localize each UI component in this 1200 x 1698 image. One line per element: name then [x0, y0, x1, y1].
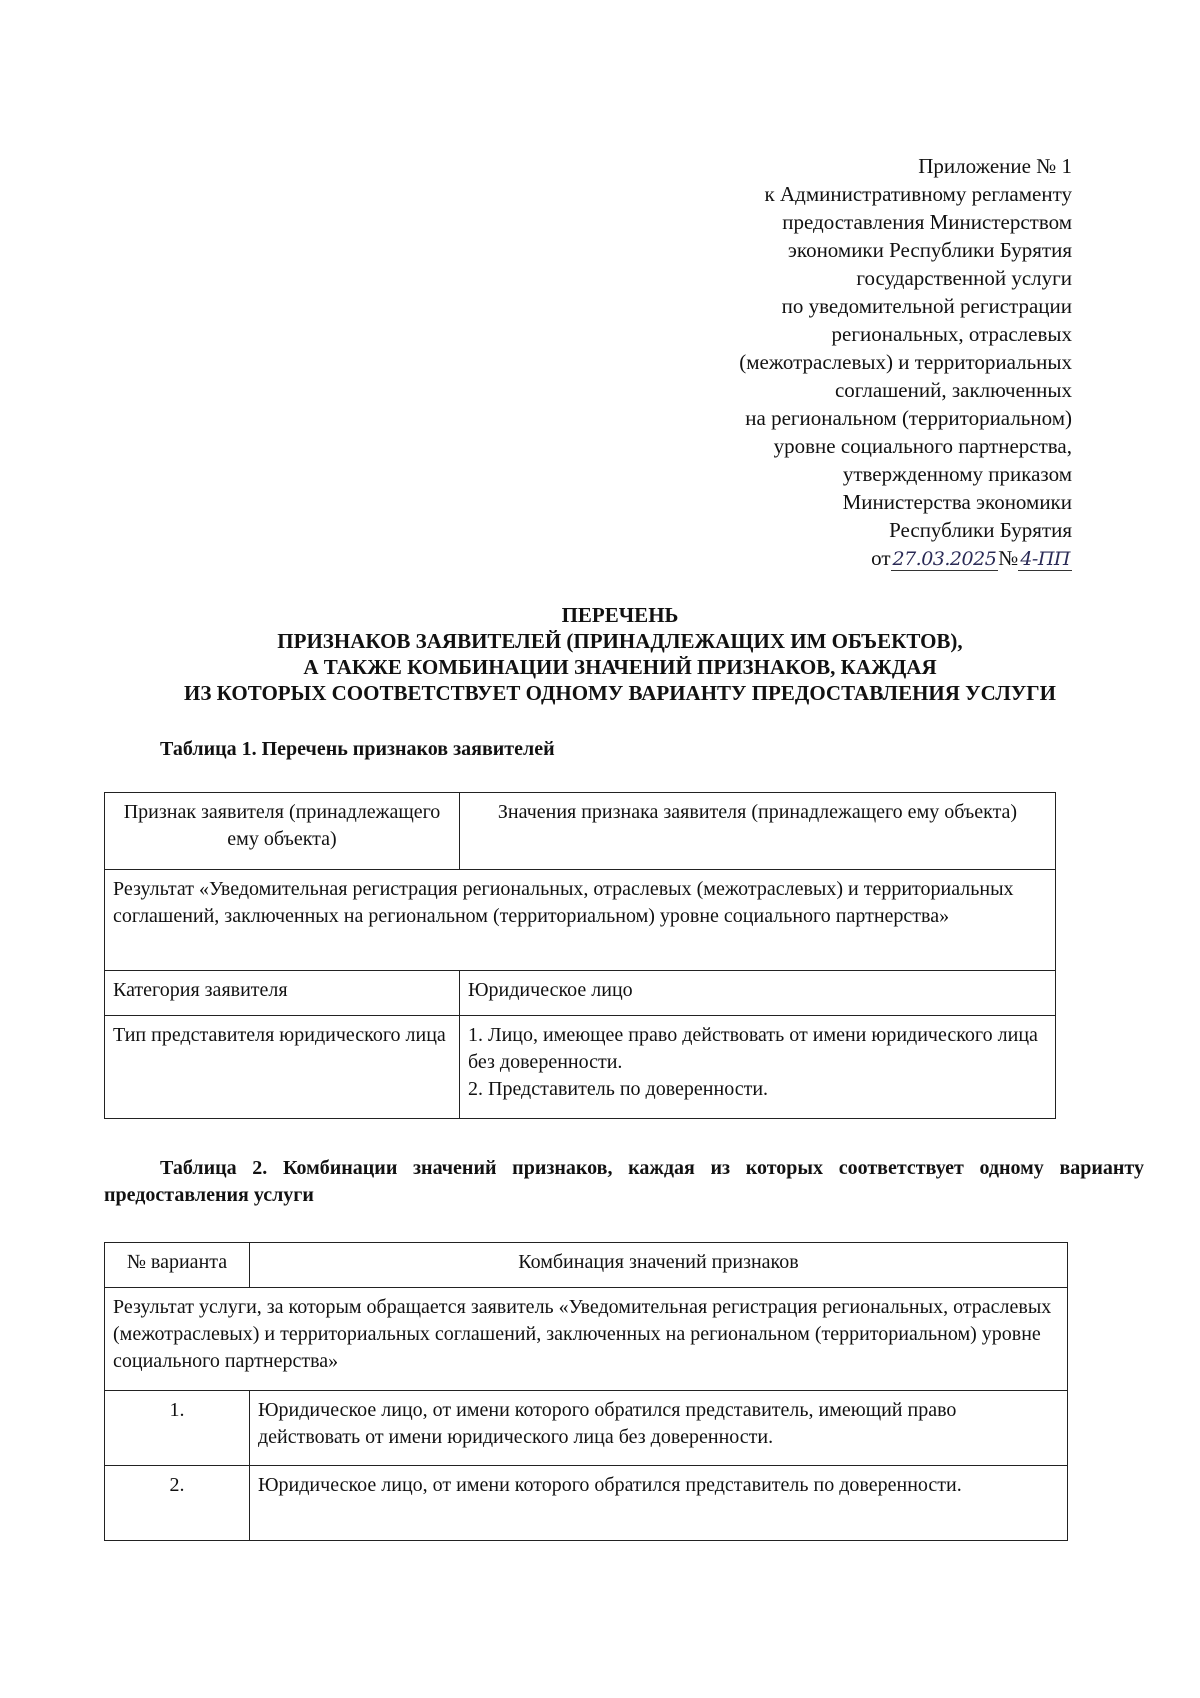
attribute-cell: Категория заявителя — [105, 971, 460, 1016]
value-item: 1. Лицо, имеющее право действовать от имени юридического лица без доверенности. — [468, 1024, 1038, 1073]
header-cell-variant-number: № варианта — [105, 1243, 250, 1288]
table1-caption: Таблица 1. Перечень признаков заявителей — [160, 738, 555, 760]
table2-caption: Таблица 2. Комбинации значений признаков, каждая из которых соответствует одному варианту предоставления услуги — [104, 1157, 1144, 1206]
appendix-line: Республики Бурятия — [889, 518, 1072, 542]
result-cell: Результат «Уведомительная регистрация региональных, отраслевых (межотраслевых) и территориальных соглашений, заключенных на региональном (территориальном) уровне социального партнерства» — [105, 870, 1056, 971]
table-row — [105, 1391, 1068, 1466]
variant-number-cell: 1. — [105, 1391, 250, 1466]
appendix-line: утвержденному приказом — [842, 462, 1072, 486]
title-line: А ТАКЖЕ КОМБИНАЦИИ ЗНАЧЕНИЙ ПРИЗНАКОВ, КАЖДАЯ — [303, 655, 937, 679]
order-number: 4-ПП — [1020, 548, 1070, 570]
title-line: ИЗ КОТОРЫХ СООТВЕТСТВУЕТ ОДНОМУ ВАРИАНТУ ПРЕДОСТАВЛЕНИЯ УСЛУГИ — [184, 681, 1056, 705]
appendix-line: соглашений, заключенных — [834, 378, 1072, 402]
value-item: 2. Представитель по доверенности. — [468, 1078, 769, 1100]
appendix-header — [552, 152, 1072, 573]
result-cell: Результат услуги, за которым обращается заявитель «Уведомительная регистрация региональных, отраслевых (межотраслевых) и территориальных соглашений, заключенных на региональном (территориальном) уровне социального партнерства» — [105, 1288, 1068, 1391]
document-title — [90, 602, 1150, 706]
order-prefix: от — [871, 546, 891, 570]
appendix-line: к Административному регламенту — [764, 182, 1072, 206]
appendix-line: уровне социального партнерства, — [773, 434, 1072, 458]
order-number-label: № — [998, 546, 1019, 570]
order-reference — [552, 544, 1072, 573]
table-row — [105, 971, 1056, 1016]
value-cell — [460, 1016, 1056, 1119]
appendix-line: (межотраслевых) и территориальных — [739, 350, 1072, 374]
title-line: ПЕРЕЧЕНЬ — [561, 603, 679, 627]
combination-cell: Юридическое лицо, от имени которого обратился представитель по доверенности. — [250, 1466, 1068, 1541]
appendix-line: по уведомительной регистрации — [781, 294, 1072, 318]
table-row — [105, 1016, 1056, 1119]
header-cell-combination: Комбинация значений признаков — [250, 1243, 1068, 1288]
appendix-line: Приложение № 1 — [918, 154, 1072, 178]
appendix-line: региональных, отраслевых — [831, 322, 1072, 346]
appendix-line: предоставления Министерством — [782, 210, 1072, 234]
table-header-row — [105, 793, 1056, 870]
variant-combinations-table — [104, 1242, 1068, 1541]
variant-number-cell: 2. — [105, 1466, 250, 1541]
applicant-attributes-table — [104, 792, 1056, 1119]
header-cell-values: Значения признака заявителя (принадлежащего ему объекта) — [460, 793, 1056, 870]
result-row — [105, 1288, 1068, 1391]
appendix-line: экономики Республики Бурятия — [787, 238, 1072, 262]
attribute-cell: Тип представителя юридического лица — [105, 1016, 460, 1119]
order-date: 27.03.2025 — [892, 548, 997, 570]
result-row — [105, 870, 1056, 971]
table-row — [105, 1466, 1068, 1541]
appendix-line: государственной услуги — [856, 266, 1072, 290]
title-line: ПРИЗНАКОВ ЗАЯВИТЕЛЕЙ (ПРИНАДЛЕЖАЩИХ ИМ ОБЪЕКТОВ), — [277, 629, 963, 653]
table-header-row — [105, 1243, 1068, 1288]
value-cell: Юридическое лицо — [460, 971, 1056, 1016]
appendix-line: Министерства экономики — [842, 490, 1072, 514]
appendix-line: на региональном (территориальном) — [745, 406, 1072, 430]
header-cell-attribute: Признак заявителя (принадлежащего ему объекта) — [105, 793, 460, 870]
combination-cell: Юридическое лицо, от имени которого обратился представитель, имеющий право действовать от имени юридического лица без доверенности. — [250, 1391, 1068, 1466]
